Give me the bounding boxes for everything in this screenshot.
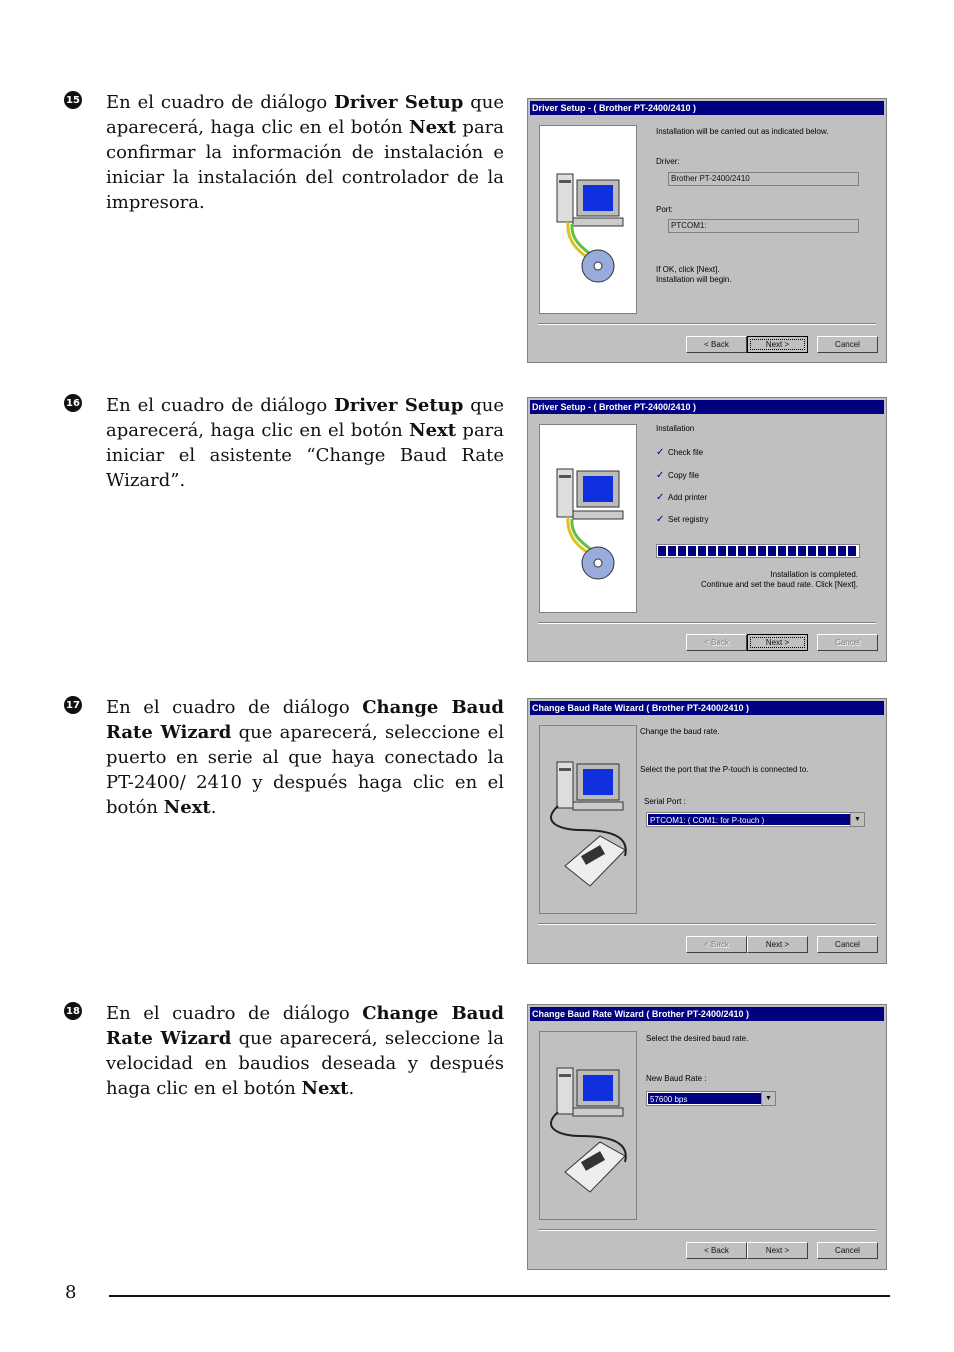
separator	[538, 622, 876, 624]
step-15	[64, 90, 504, 233]
port-field: PTCOM1:	[668, 219, 859, 233]
computer-ptouch-icon	[540, 1032, 636, 1219]
serial-port-value: PTCOM1: ( COM1: for P-touch )	[648, 814, 850, 825]
back-button[interactable]: < Back	[686, 634, 747, 651]
ptouch-illustration	[539, 725, 637, 914]
step-text: En el cuadro de diálogo Driver Setup que aparecerá, haga clic en el botón Next para confirmar la información de instalación e iniciar la instalación del controlador de la impresora.	[106, 92, 505, 213]
separator	[538, 323, 876, 325]
select-rate-line: Select the desired baud rate.	[646, 1034, 749, 1043]
back-button[interactable]: < Back	[686, 1242, 747, 1259]
dialog-title: Change Baud Rate Wizard ( Brother PT-2400/2410 )	[530, 1007, 884, 1021]
baud-rate-value: 57600 bps	[648, 1093, 761, 1104]
separator	[538, 1229, 876, 1231]
checkmark-icon: ✓	[656, 492, 665, 503]
new-baud-rate-label: New Baud Rate :	[646, 1074, 707, 1083]
serial-port-label: Serial Port :	[644, 797, 686, 806]
step-text: En el cuadro de diálogo Change Baud Rate Wizard que aparecerá, seleccione la velocidad en baudios deseada y después haga clic en el botón Next.	[106, 1003, 504, 1099]
computer-ptouch-icon	[540, 726, 636, 913]
dialog-title: Change Baud Rate Wizard ( Brother PT-2400/2410 )	[530, 701, 884, 715]
separator	[538, 923, 876, 925]
back-button[interactable]: < Back	[686, 936, 747, 953]
driver-setup-dialog-confirm	[527, 98, 887, 363]
progress-fill	[658, 546, 858, 556]
step-17	[64, 695, 504, 838]
footer-rule	[109, 1295, 890, 1297]
setup-illustration	[539, 424, 637, 613]
install-progress-bar	[656, 544, 860, 558]
chevron-down-icon[interactable]: ▼	[761, 1092, 775, 1105]
completed-line-2: Continue and set the baud rate. Click [Next].	[701, 580, 858, 589]
driver-setup-dialog-progress	[527, 397, 887, 662]
chevron-down-icon[interactable]: ▼	[850, 813, 864, 826]
step-number: 18	[64, 1002, 82, 1020]
computer-cd-icon	[540, 126, 636, 313]
serial-port-select[interactable]	[646, 812, 865, 827]
step-set-registry: Set registry	[668, 515, 709, 524]
checkmark-icon: ✓	[656, 447, 665, 458]
step-check-file: Check file	[668, 448, 704, 457]
back-button[interactable]: < Back	[686, 336, 747, 353]
change-baud-rate-dialog-rate	[527, 1004, 887, 1270]
driver-field: Brother PT-2400/2410	[668, 172, 859, 186]
install-intro: Installation will be carried out as indicated below.	[656, 127, 829, 136]
completed-line-1: Installation is completed.	[770, 570, 858, 579]
baud-rate-select[interactable]	[646, 1091, 776, 1106]
cancel-button[interactable]: Cancel	[817, 634, 878, 651]
ptouch-illustration	[539, 1031, 637, 1220]
step-number: 17	[64, 696, 82, 714]
next-button[interactable]: Next >	[747, 336, 808, 353]
port-label: Port:	[656, 205, 673, 214]
change-baud-rate-dialog-port	[527, 698, 887, 964]
step-16	[64, 393, 504, 511]
next-button[interactable]: Next >	[747, 1242, 808, 1259]
step-number: 15	[64, 91, 82, 109]
select-port-line: Select the port that the P-touch is connected to.	[640, 765, 809, 774]
step-text: En el cuadro de diálogo Change Baud Rate Wizard que aparecerá, seleccione el puerto en serie al que haya conectado la PT-2400/ 2410 y después haga clic en el botón Next.	[106, 697, 504, 818]
setup-illustration	[539, 125, 637, 314]
next-button[interactable]: Next >	[747, 634, 808, 651]
install-heading: Installation	[656, 424, 695, 433]
checkmark-icon: ✓	[656, 470, 665, 481]
ok-instruction-1: If OK, click [Next].	[656, 265, 720, 274]
cancel-button[interactable]: Cancel	[817, 1242, 878, 1259]
dialog-title: Driver Setup - ( Brother PT-2400/2410 )	[530, 400, 884, 414]
computer-cd-icon	[540, 425, 636, 612]
driver-label: Driver:	[656, 157, 680, 166]
page-number: 8	[65, 1282, 77, 1303]
step-copy-file: Copy file	[668, 471, 700, 480]
step-text: En el cuadro de diálogo Driver Setup que aparecerá, haga clic en el botón Next para iniciar el asistente “Change Baud Rate Wizard”.	[106, 395, 505, 491]
next-button[interactable]: Next >	[747, 936, 808, 953]
ok-instruction-2: Installation will begin.	[656, 275, 732, 284]
checkmark-icon: ✓	[656, 514, 665, 525]
step-18	[64, 1001, 504, 1119]
step-number: 16	[64, 394, 82, 412]
cancel-button[interactable]: Cancel	[817, 336, 878, 353]
change-baud-line: Change the baud rate.	[640, 727, 720, 736]
cancel-button[interactable]: Cancel	[817, 936, 878, 953]
step-add-printer: Add printer	[668, 493, 708, 502]
dialog-title: Driver Setup - ( Brother PT-2400/2410 )	[530, 101, 884, 115]
